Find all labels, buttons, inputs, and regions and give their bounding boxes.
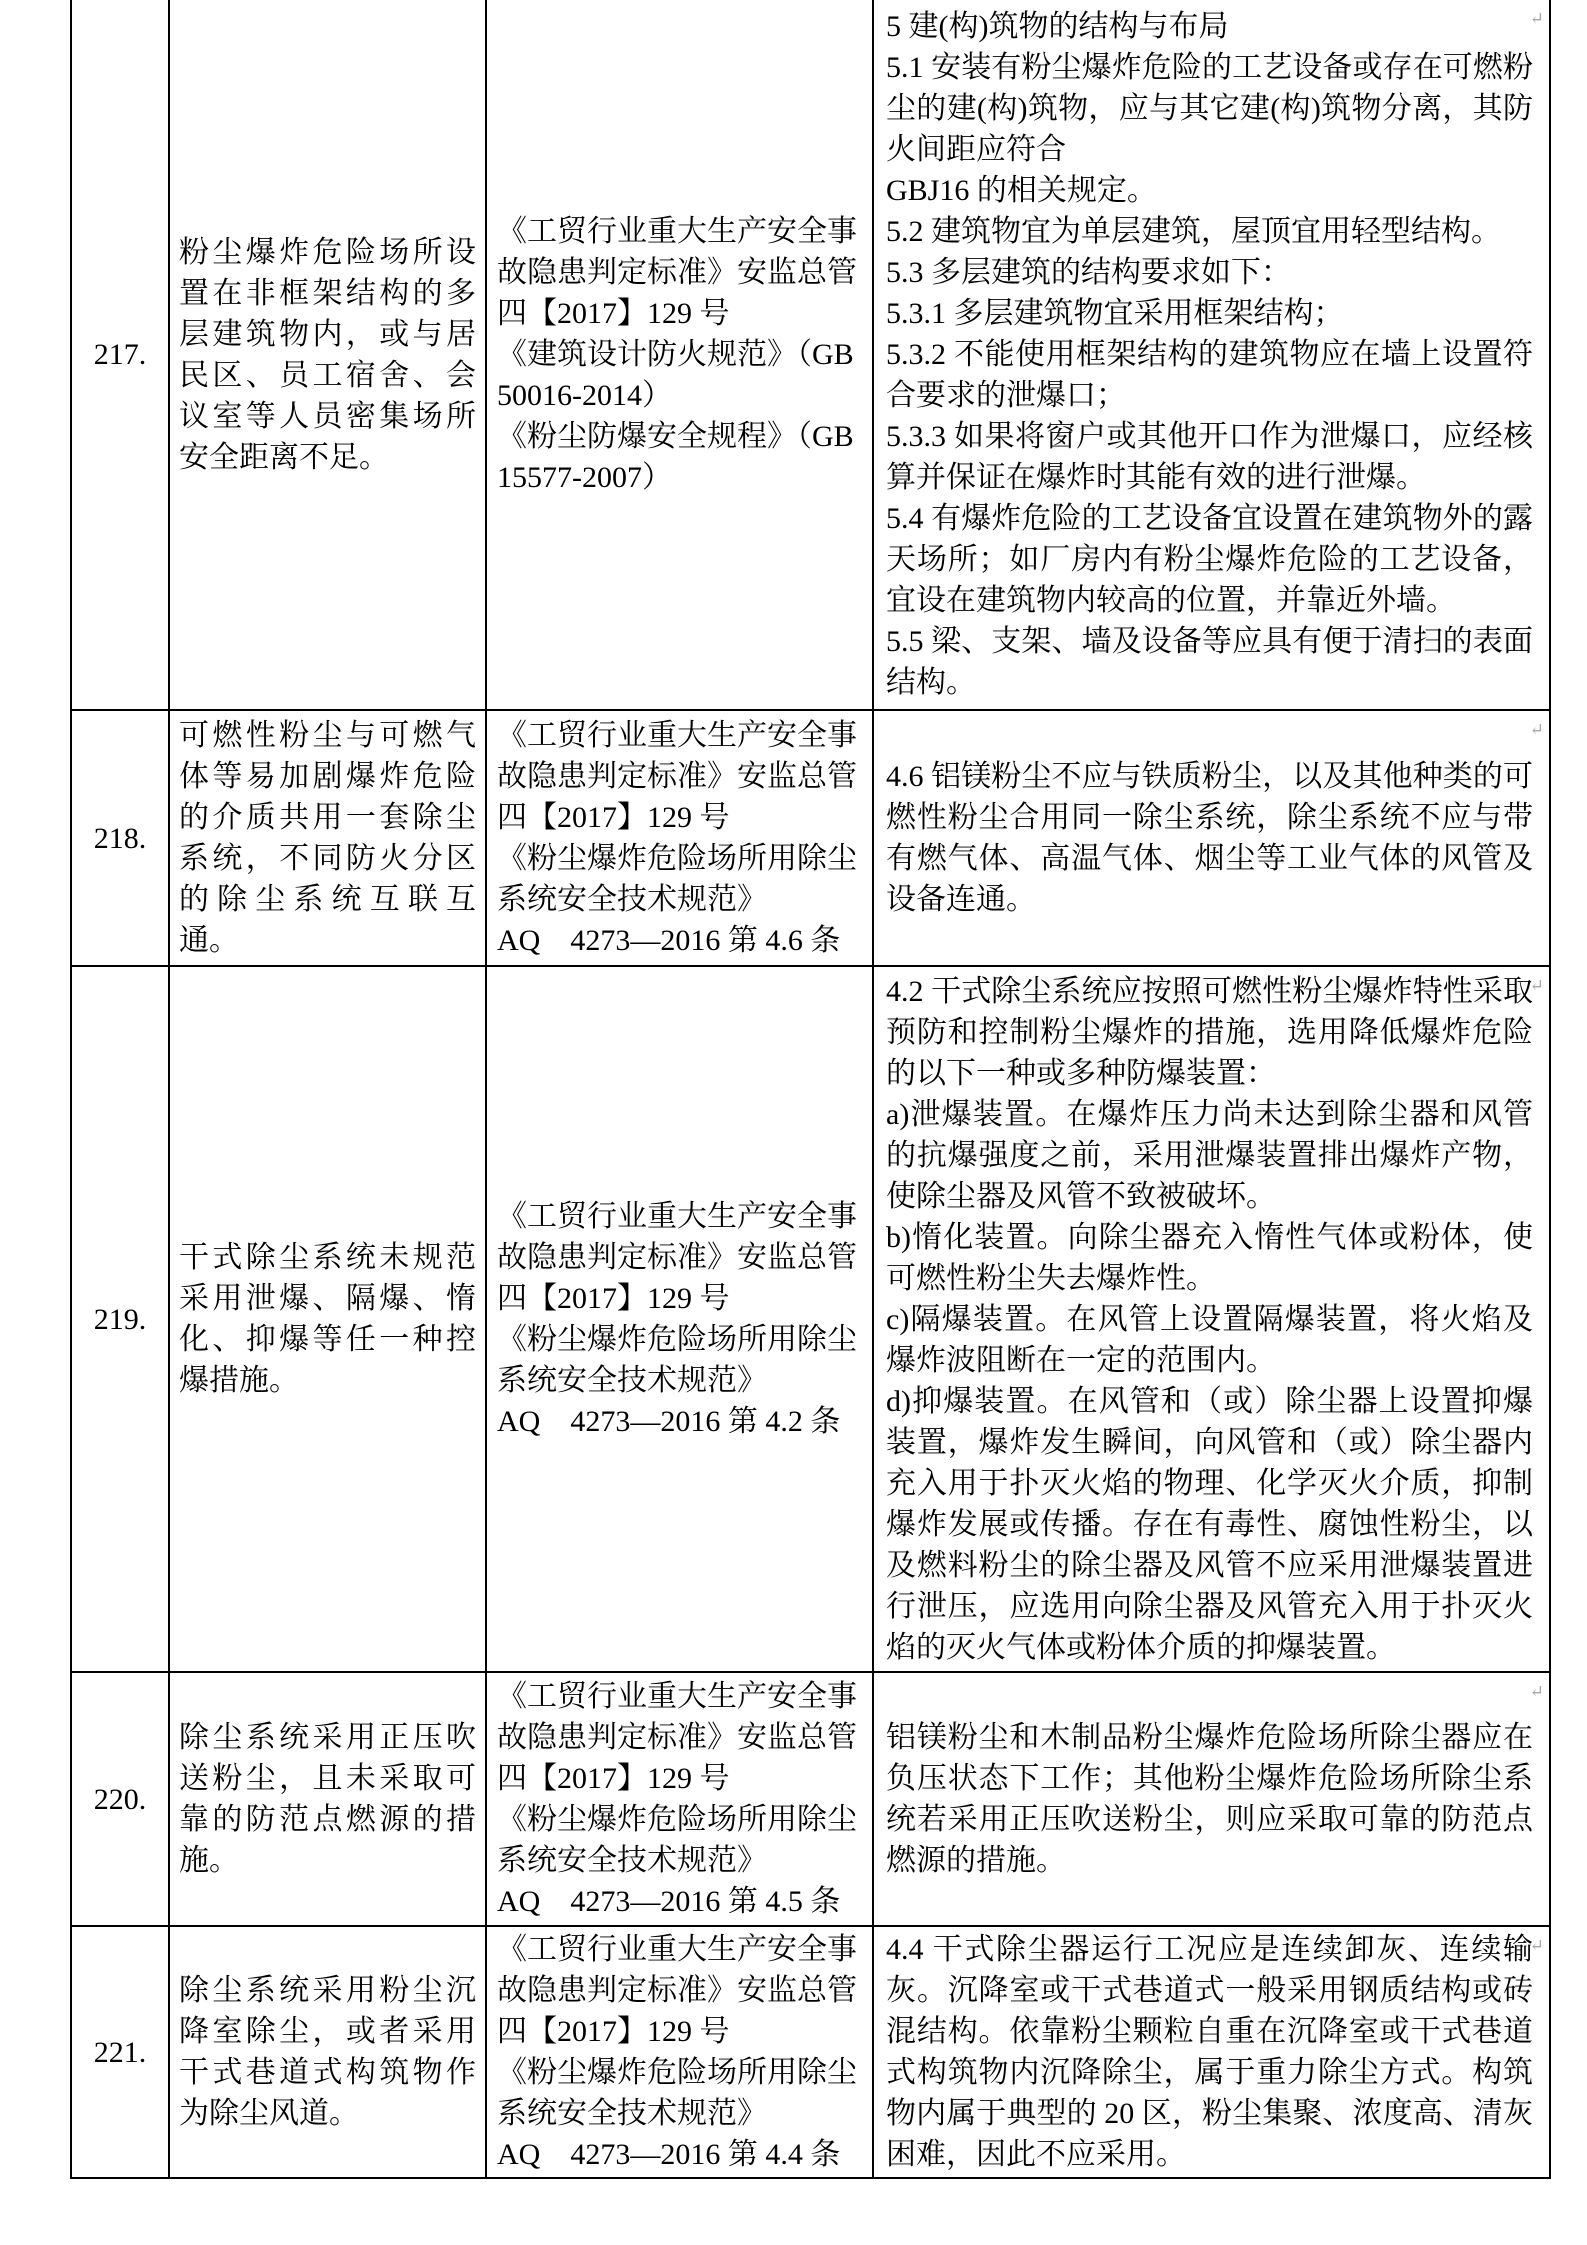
basis-line: 《粉尘爆炸危险场所用除尘系统安全技术规范》: [497, 2056, 857, 2130]
hazard-description-cell: 除尘系统采用粉尘沉降室除尘，或者采用干式巷道式构筑物作为除尘风道。: [169, 1926, 486, 2178]
basis-line: 《粉尘爆炸危险场所用除尘系统安全技术规范》: [497, 1803, 857, 1877]
row-number-cell: 221.: [71, 1926, 169, 2178]
detail-provisions-cell: [873, 1672, 1550, 1926]
basis-standards-cell: [486, 710, 873, 966]
detail-line: a)泄爆装置。在爆炸压力尚未达到除尘器和风管的抗爆强度之前，采用泄爆装置排出爆炸产物，使除尘器及风管不致被破坏。: [886, 1097, 1533, 1213]
detail-line: 5.3 多层建筑的结构要求如下：: [886, 256, 1291, 289]
detail-line: 5.5 梁、支架、墙及设备等应具有便于清扫的表面结构。: [886, 625, 1533, 699]
detail-provisions-cell: [873, 1926, 1550, 2178]
row-number-cell: 217.: [71, 0, 169, 710]
basis-standards-cell: [486, 0, 873, 710]
table-row: [71, 1672, 1550, 1926]
basis-line: 《工贸行业重大生产安全事故隐患判定标准》安监总管四【2017】129 号: [497, 1200, 857, 1315]
detail-line: 铝镁粉尘和木制品粉尘爆炸危险场所除尘器应在负压状态下工作；其他粉尘爆炸危险场所除尘系统若采用正压吹送粉尘，则应采取可靠的防范点燃源的措施。: [886, 1721, 1533, 1877]
basis-line: AQ 4273—2016 第 4.2 条: [497, 1405, 841, 1438]
table-row: [71, 710, 1550, 966]
return-mark-icon: ↵: [1529, 976, 1544, 995]
hazard-description-cell: 可燃性粉尘与可燃气体等易加剧爆炸危险的介质共用一套除尘系统，不同防火分区的除尘系统互联互通。: [169, 710, 486, 966]
basis-line: 《工贸行业重大生产安全事故隐患判定标准》安监总管四【2017】129 号: [497, 1680, 857, 1795]
basis-line: 《粉尘爆炸危险场所用除尘系统安全技术规范》: [497, 1323, 857, 1397]
basis-standards-cell: [486, 966, 873, 1672]
basis-line: 《建筑设计防火规范》（GB 50016-2014）: [497, 338, 854, 412]
basis-standards-cell: [486, 1672, 873, 1926]
detail-line: d)抑爆装置。在风管和（或）除尘器上设置抑爆装置，爆炸发生瞬间，向风管和（或）除尘器内充入用于扑灭火焰的物理、化学灭火介质，抑制爆炸发展或传播。存在有毒性、腐蚀性粉尘，以及燃料粉尘的除尘器及风管不应采用泄爆装置进行泄压，应选用向除尘器及风管充入用于扑灭火焰的灭火气体或粉体介质的抑爆装置。: [886, 1384, 1533, 1664]
detail-line: c)隔爆装置。在风管上设置隔爆装置，将火焰及爆炸波阻断在一定的范围内。: [886, 1302, 1533, 1377]
detail-provisions-cell: [873, 966, 1550, 1672]
table-row: [71, 966, 1550, 1672]
return-mark-icon: ↵: [1529, 1936, 1544, 1955]
basis-standards-cell: [486, 1926, 873, 2178]
table-body: [71, 0, 1550, 2178]
hazard-description-cell: 粉尘爆炸危险场所设置在非框架结构的多层建筑物内，或与居民区、员工宿舍、会议室等人员密集场所安全距离不足。: [169, 0, 486, 710]
detail-line: 4.2 干式除尘系统应按照可燃性粉尘爆炸特性采取预防和控制粉尘爆炸的措施，选用降低爆炸危险的以下一种或多种防爆装置：: [886, 974, 1533, 1090]
basis-line: AQ 4273—2016 第 4.6 条: [497, 924, 841, 957]
detail-line: b)惰化装置。向除尘器充入惰性气体或粉体，使可燃性粉尘失去爆炸性。: [886, 1220, 1533, 1295]
detail-line: 5.2 建筑物宜为单层建筑，屋顶宜用轻型结构。: [886, 215, 1501, 248]
basis-line: 《工贸行业重大生产安全事故隐患判定标准》安监总管四【2017】129 号: [497, 1933, 857, 2048]
hazard-description-cell: 干式除尘系统未规范采用泄爆、隔爆、惰化、抑爆等任一种控爆措施。: [169, 966, 486, 1672]
detail-line: 5.3.2 不能使用框架结构的建筑物应在墙上设置符合要求的泄爆口；: [886, 338, 1533, 412]
detail-provisions-cell: [873, 0, 1550, 710]
row-number-cell: 220.: [71, 1672, 169, 1926]
basis-line: 《工贸行业重大生产安全事故隐患判定标准》安监总管四【2017】129 号: [497, 215, 857, 330]
detail-line: GBJ16 的相关规定。: [886, 174, 1157, 207]
detail-line: 4.4 干式除尘器运行工况应是连续卸灰、连续输灰。沉降室或干式巷道式一般采用钢质结构或砖混结构。依靠粉尘颗粒自重在沉降室或干式巷道式构筑物内沉降除尘，属于重力除尘方式。构筑物内属于典型的 20 区，粉尘集聚、浓度高、清灰困难，因此不应采用。: [886, 1933, 1533, 2171]
return-mark-icon: ↵: [1529, 720, 1544, 739]
detail-line: 5 建(构)筑物的结构与布局: [886, 10, 1229, 43]
row-number-cell: 218.: [71, 710, 169, 966]
basis-line: AQ 4273—2016 第 4.4 条: [497, 2138, 841, 2171]
basis-line: AQ 4273—2016 第 4.5 条: [497, 1885, 841, 1918]
return-mark-icon: ↵: [1529, 1682, 1544, 1701]
row-number-cell: 219.: [71, 966, 169, 1672]
table-row: [71, 1926, 1550, 2178]
hazard-criteria-table: [70, 0, 1551, 2179]
detail-line: 5.1 安装有粉尘爆炸危险的工艺设备或存在可燃粉尘的建(构)筑物，应与其它建(构)筑物分离，其防火间距应符合: [886, 51, 1533, 166]
detail-line: 5.4 有爆炸危险的工艺设备宜设置在建筑物外的露天场所；如厂房内有粉尘爆炸危险的工艺设备，宜设在建筑物内较高的位置，并靠近外墙。: [886, 502, 1533, 617]
detail-line: 5.3.1 多层建筑物宜采用框架结构；: [886, 297, 1344, 330]
detail-provisions-cell: [873, 710, 1550, 966]
basis-line: 《工贸行业重大生产安全事故隐患判定标准》安监总管四【2017】129 号: [497, 719, 857, 834]
basis-line: 《粉尘爆炸危险场所用除尘系统安全技术规范》: [497, 842, 857, 916]
detail-line: 5.3.3 如果将窗户或其他开口作为泄爆口，应经核算并保证在爆炸时其能有效的进行泄爆。: [886, 420, 1533, 494]
basis-line: 《粉尘防爆安全规程》（GB 15577-2007）: [497, 420, 854, 494]
hazard-description-cell: 除尘系统采用正压吹送粉尘，且未采取可靠的防范点燃源的措施。: [169, 1672, 486, 1926]
table-row: [71, 0, 1550, 710]
return-mark-icon: ↵: [1529, 9, 1544, 28]
detail-line: 4.6 铝镁粉尘不应与铁质粉尘，以及其他种类的可燃性粉尘合用同一除尘系统，除尘系统不应与带有燃气体、高温气体、烟尘等工业气体的风管及设备连通。: [886, 760, 1533, 916]
